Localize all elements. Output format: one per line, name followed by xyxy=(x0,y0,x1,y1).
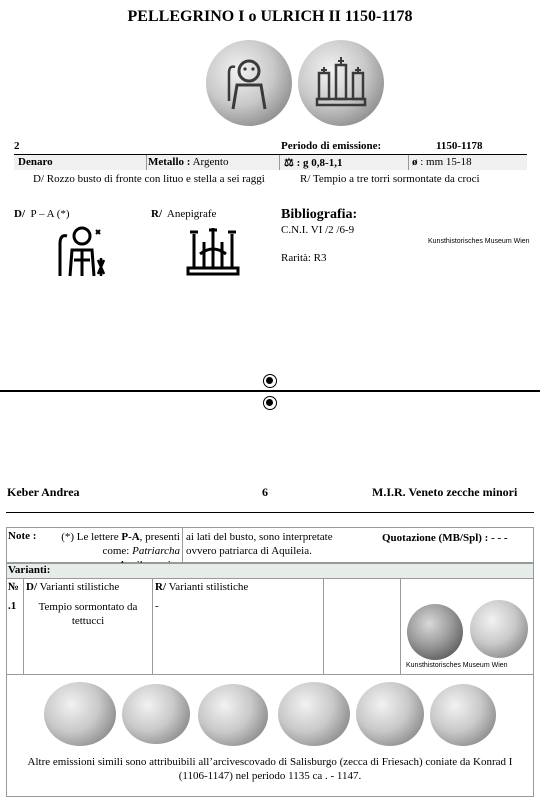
reverse-drawing-icon xyxy=(184,224,242,276)
column-obverse: D/ Varianti stilistiche xyxy=(26,581,120,593)
notes-text-col2: ai lati del busto, sono interpretate ovvero patriarca di Aquileia. xyxy=(186,531,333,557)
denomination: Denaro xyxy=(18,156,53,168)
page-break-line xyxy=(0,390,540,392)
diameter-field xyxy=(412,156,472,168)
variant-row-number: .1 xyxy=(8,600,17,612)
cell-divider xyxy=(182,527,183,563)
notes-label: Note : xyxy=(8,530,37,542)
obverse-coin-photo xyxy=(206,40,292,126)
bibliography-value: C.N.I. VI /2 /6-9 xyxy=(281,224,355,236)
diameter-value: : mm 15-18 xyxy=(420,156,472,168)
similar-coin-photo xyxy=(278,682,350,746)
similar-coin-photo xyxy=(44,682,116,746)
metal-label: Metallo : xyxy=(148,156,191,168)
cell-divider xyxy=(23,578,24,674)
crop-mark-icon xyxy=(263,396,277,410)
row-divider xyxy=(6,578,534,579)
similar-coin-photo xyxy=(122,684,190,744)
metal-field xyxy=(148,156,228,168)
rarity: Rarità: R3 xyxy=(281,252,327,264)
weight-value: : g 0,8-1,1 xyxy=(296,157,343,169)
reverse-description: R/ Tempio a tre torri sormontate da croci xyxy=(300,173,480,185)
reverse-legend-label: R/ xyxy=(151,208,162,220)
temple-towers-icon xyxy=(311,53,371,113)
metal-value: Argento xyxy=(192,156,229,168)
period-label: Periodo di emissione: xyxy=(281,140,382,152)
variant-row-reverse: - xyxy=(155,600,159,612)
similar-coin-photo xyxy=(430,684,496,746)
variant-row-obverse: Tempio sormontato da tettucci xyxy=(38,601,138,627)
weight-field xyxy=(284,156,342,169)
obverse-legend-label: D/ xyxy=(14,208,25,220)
obverse-legend-value: P – A (*) xyxy=(30,208,70,220)
entry-number: 2 xyxy=(14,140,20,152)
notes-text-col1: (*) Le lettere P-A, presenti come: Patriarcha xyxy=(61,531,180,557)
column-number: № xyxy=(8,581,20,593)
cell-divider xyxy=(408,155,409,170)
similar-coin-photo xyxy=(356,682,424,746)
crop-mark-icon xyxy=(263,374,277,388)
bust-figure-icon xyxy=(219,53,279,113)
reverse-coin-photo xyxy=(298,40,384,126)
obverse-legend xyxy=(14,208,70,220)
similar-issues-text: Altre emissioni simili sono attribuibili all’arcivescovado di Salisburgo (zecca di Friesach) coniate da Konrad I (1106-1147) nel periodo 1135 ca . - 1147. xyxy=(27,756,513,782)
row-divider xyxy=(6,674,534,675)
cell-divider xyxy=(146,155,147,170)
page-title: PELLEGRINO I o ULRICH II 1150-1178 xyxy=(127,8,413,25)
cell-divider xyxy=(279,155,280,170)
cell-divider xyxy=(152,578,153,674)
cell-divider xyxy=(323,578,324,674)
obverse-drawing-icon xyxy=(52,222,112,280)
column-reverse: R/ Varianti stilistiche xyxy=(155,581,249,593)
variant-coin-photo xyxy=(407,604,463,660)
variant-coin-photo xyxy=(470,600,528,658)
page-number: 6 xyxy=(262,485,268,499)
period-value: 1150-1178 xyxy=(436,140,483,152)
publication-title: M.I.R. Veneto zecche minori xyxy=(372,485,518,499)
museum-credit: Kunsthistorisches Museum Wien xyxy=(428,238,530,245)
reverse-legend xyxy=(151,208,216,220)
author-name: Keber Andrea xyxy=(7,485,80,499)
variants-header-bar xyxy=(7,564,533,578)
diameter-icon: ø xyxy=(412,156,418,168)
similar-coin-photo xyxy=(198,684,268,746)
obverse-description: D/ Rozzo busto di fronte con lituo e stella a sei raggi xyxy=(33,173,265,185)
variant-museum-credit: Kunsthistorisches Museum Wien xyxy=(406,662,508,669)
bibliography-label: Bibliografia: xyxy=(281,207,358,222)
header-rule xyxy=(6,512,534,513)
reverse-legend-value: Anepigrafe xyxy=(166,208,217,220)
scale-icon: ⚖ xyxy=(284,157,294,169)
cell-divider xyxy=(400,578,401,674)
quotation: Quotazione (MB/Spl) : - - - xyxy=(382,532,508,544)
variants-header: Varianti: xyxy=(8,564,51,576)
